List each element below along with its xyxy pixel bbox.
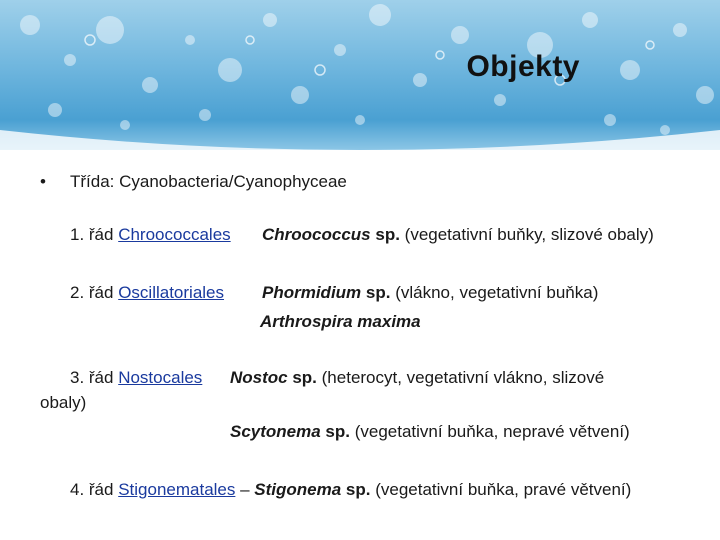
header-banner bbox=[0, 0, 720, 150]
species-wrap-row-3: obaly) bbox=[40, 393, 87, 412]
slide-title: Objekty bbox=[466, 50, 580, 83]
order-row-1: 1. řád Chroococcales bbox=[70, 225, 231, 244]
order-row-2: 2. řád Oscillatoriales bbox=[70, 283, 225, 302]
species-row-1: Chroococcus sp. (vegetativní buňky, slizové obaly) bbox=[262, 225, 654, 244]
species-extra-row-2: Arthrospira maxima bbox=[260, 312, 421, 331]
bullet-text: Třída: Cyanobacteria/Cyanophyceae bbox=[70, 172, 347, 191]
species-extra-row-3: Scytonema sp. (vegetativní buňka, nepravé větvení) bbox=[230, 422, 630, 441]
order-link-nostocales[interactable]: Nostocales bbox=[118, 368, 203, 387]
order-link-oscillatoriales[interactable]: Oscillatoriales bbox=[118, 283, 225, 302]
order-row-3: 3. řád Nostocales bbox=[70, 368, 203, 387]
bullet-class bbox=[40, 172, 347, 192]
bubbles-background bbox=[0, 0, 720, 150]
order-row-4: 4. řád Stigonematales – Stigonema sp. (vegetativní buňka, pravé větvení) bbox=[70, 480, 632, 499]
order-link-chroococcales[interactable]: Chroococcales bbox=[118, 225, 231, 244]
order-link-stigonematales[interactable]: Stigonematales bbox=[118, 480, 236, 499]
species-row-2: Phormidium sp. (vlákno, vegetativní buňka) bbox=[262, 283, 599, 302]
species-row-3: Nostoc sp. (heterocyt, vegetativní vlákno, slizové bbox=[230, 368, 605, 387]
bullet-dot: • bbox=[40, 172, 46, 191]
